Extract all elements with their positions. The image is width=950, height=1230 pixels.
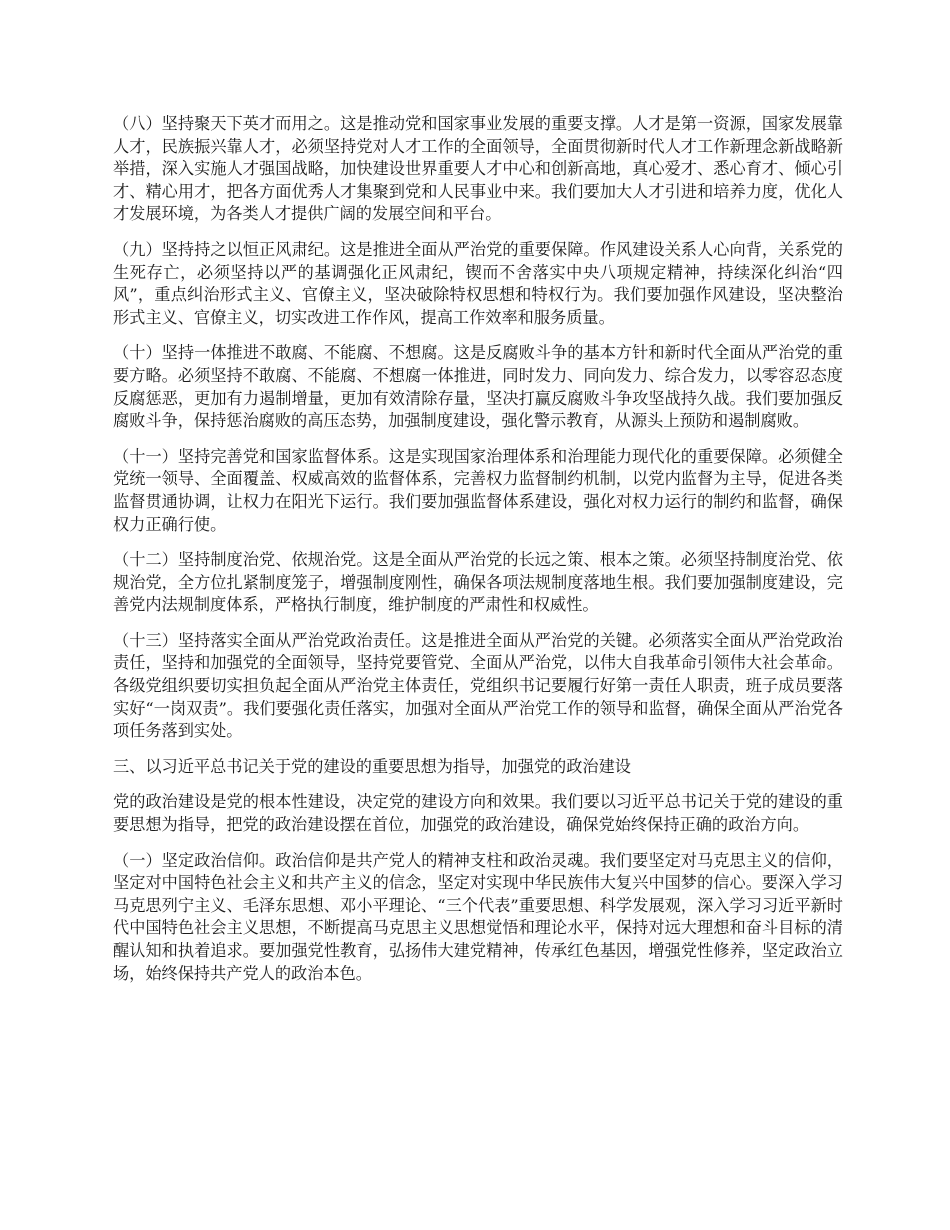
paragraph-political-responsibility: （十三）坚持落实全面从严治党政治责任。这是推进全面从严治党的关键。必须落实全面从严治党政治责任，坚持和加强党的全面领导，坚持党要管党、全面从严治党，以伟大自我革命引领伟大社会革命。各级党组织要切实担负起全面从严治党主体责任，党组织书记要履行好第一责任人职责，班子成员要落实好“一岗双责”。我们要强化责任落实，加强对全面从严治党工作的领导和监督，确保全面从严治党各项任务落到实处。 bbox=[113, 630, 843, 741]
paragraph-political-construction-intro: 党的政治建设是党的根本性建设，决定党的建设方向和效果。我们要以习近平总书记关于党的建设的重要思想为指导，把党的政治建设摆在首位，加强党的政治建设，确保党始终保持正确的政治方向。 bbox=[113, 792, 843, 835]
paragraph-rule-based-governance: （十二）坚持制度治党、依规治党。这是全面从严治党的长远之策、根本之策。必须坚持制度治党、依规治党，全方位扎紧制度笼子，增强制度刚性，确保各项法规制度落地生根。我们要加强制度建设，完善党内法规制度体系，严格执行制度，维护制度的严肃性和权威性。 bbox=[113, 550, 843, 615]
document-body bbox=[113, 113, 843, 998]
paragraph-political-belief: （一）坚定政治信仰。政治信仰是共产党人的精神支柱和政治灵魂。我们要坚定对马克思主义的信仰，坚定对中国特色社会主义和共产主义的信念，坚定对实现中华民族伟大复兴中国梦的信心。要深入学习马克思列宁主义、毛泽东思想、邓小平理论、“三个代表”重要思想、科学发展观，深入学习习近平新时代中国特色社会主义思想，不断提高马克思主义思想觉悟和理论水平，保持对远大理想和奋斗目标的清醒认知和执着追求。要加强党性教育，弘扬伟大建党精神，传承红色基因，增强党性修养，坚定政治立场，始终保持共产党人的政治本色。 bbox=[113, 850, 843, 983]
paragraph-supervision-system: （十一）坚持完善党和国家监督体系。这是实现国家治理体系和治理能力现代化的重要保障。必须健全党统一领导、全面覆盖、权威高效的监督体系，完善权力监督制约机制，以党内监督为主导，促进各类监督贯通协调，让权力在阳光下运行。我们要加强监督体系建设，强化对权力运行的制约和监督，确保权力正确行使。 bbox=[113, 446, 843, 534]
paragraph-conduct-discipline: （九）坚持持之以恒正风肃纪。这是推进全面从严治党的重要保障。作风建设关系人心向背，关系党的生死存亡，必须坚持以严的基调强化正风肃纪，锲而不舍落实中央八项规定精神，持续深化纠治“四风”，重点纠治形式主义、官僚主义，坚决破除特权思想和特权行为。我们要加强作风建设，坚决整治形式主义、官僚主义，切实改进工作作风，提高工作效率和服务质量。 bbox=[113, 239, 843, 327]
paragraph-talent: （八）坚持聚天下英才而用之。这是推动党和国家事业发展的重要支撑。人才是第一资源，国家发展靠人才，民族振兴靠人才，必须坚持党对人才工作的全面领导，全面贯彻新时代人才工作新理念新战略新举措，深入实施人才强国战略，加快建设世界重要人才中心和创新高地，真心爱才、悉心育才、倾心引才、精心用才，把各方面优秀人才集聚到党和人民事业中来。我们要加大人才引进和培养力度，优化人才发展环境，为各类人才提供广阔的发展空间和平台。 bbox=[113, 114, 843, 224]
paragraph-anti-corruption: （十）坚持一体推进不敢腐、不能腐、不想腐。这是反腐败斗争的基本方针和新时代全面从严治党的重要方略。必须坚持不敢腐、不能腐、不想腐一体推进，同时发力、同向发力、综合发力，以零容忍态度反腐惩恶，更加有力遏制增量，更加有效清除存量，坚决打赢反腐败斗争攻坚战持久战。我们要加强反腐败斗争，保持惩治腐败的高压态势，加强制度建设，强化警示教育，从源头上预防和遏制腐败。 bbox=[113, 343, 843, 431]
section-heading-three: 三、以习近平总书记关于党的建设的重要思想为指导，加强党的政治建设 bbox=[113, 756, 631, 776]
